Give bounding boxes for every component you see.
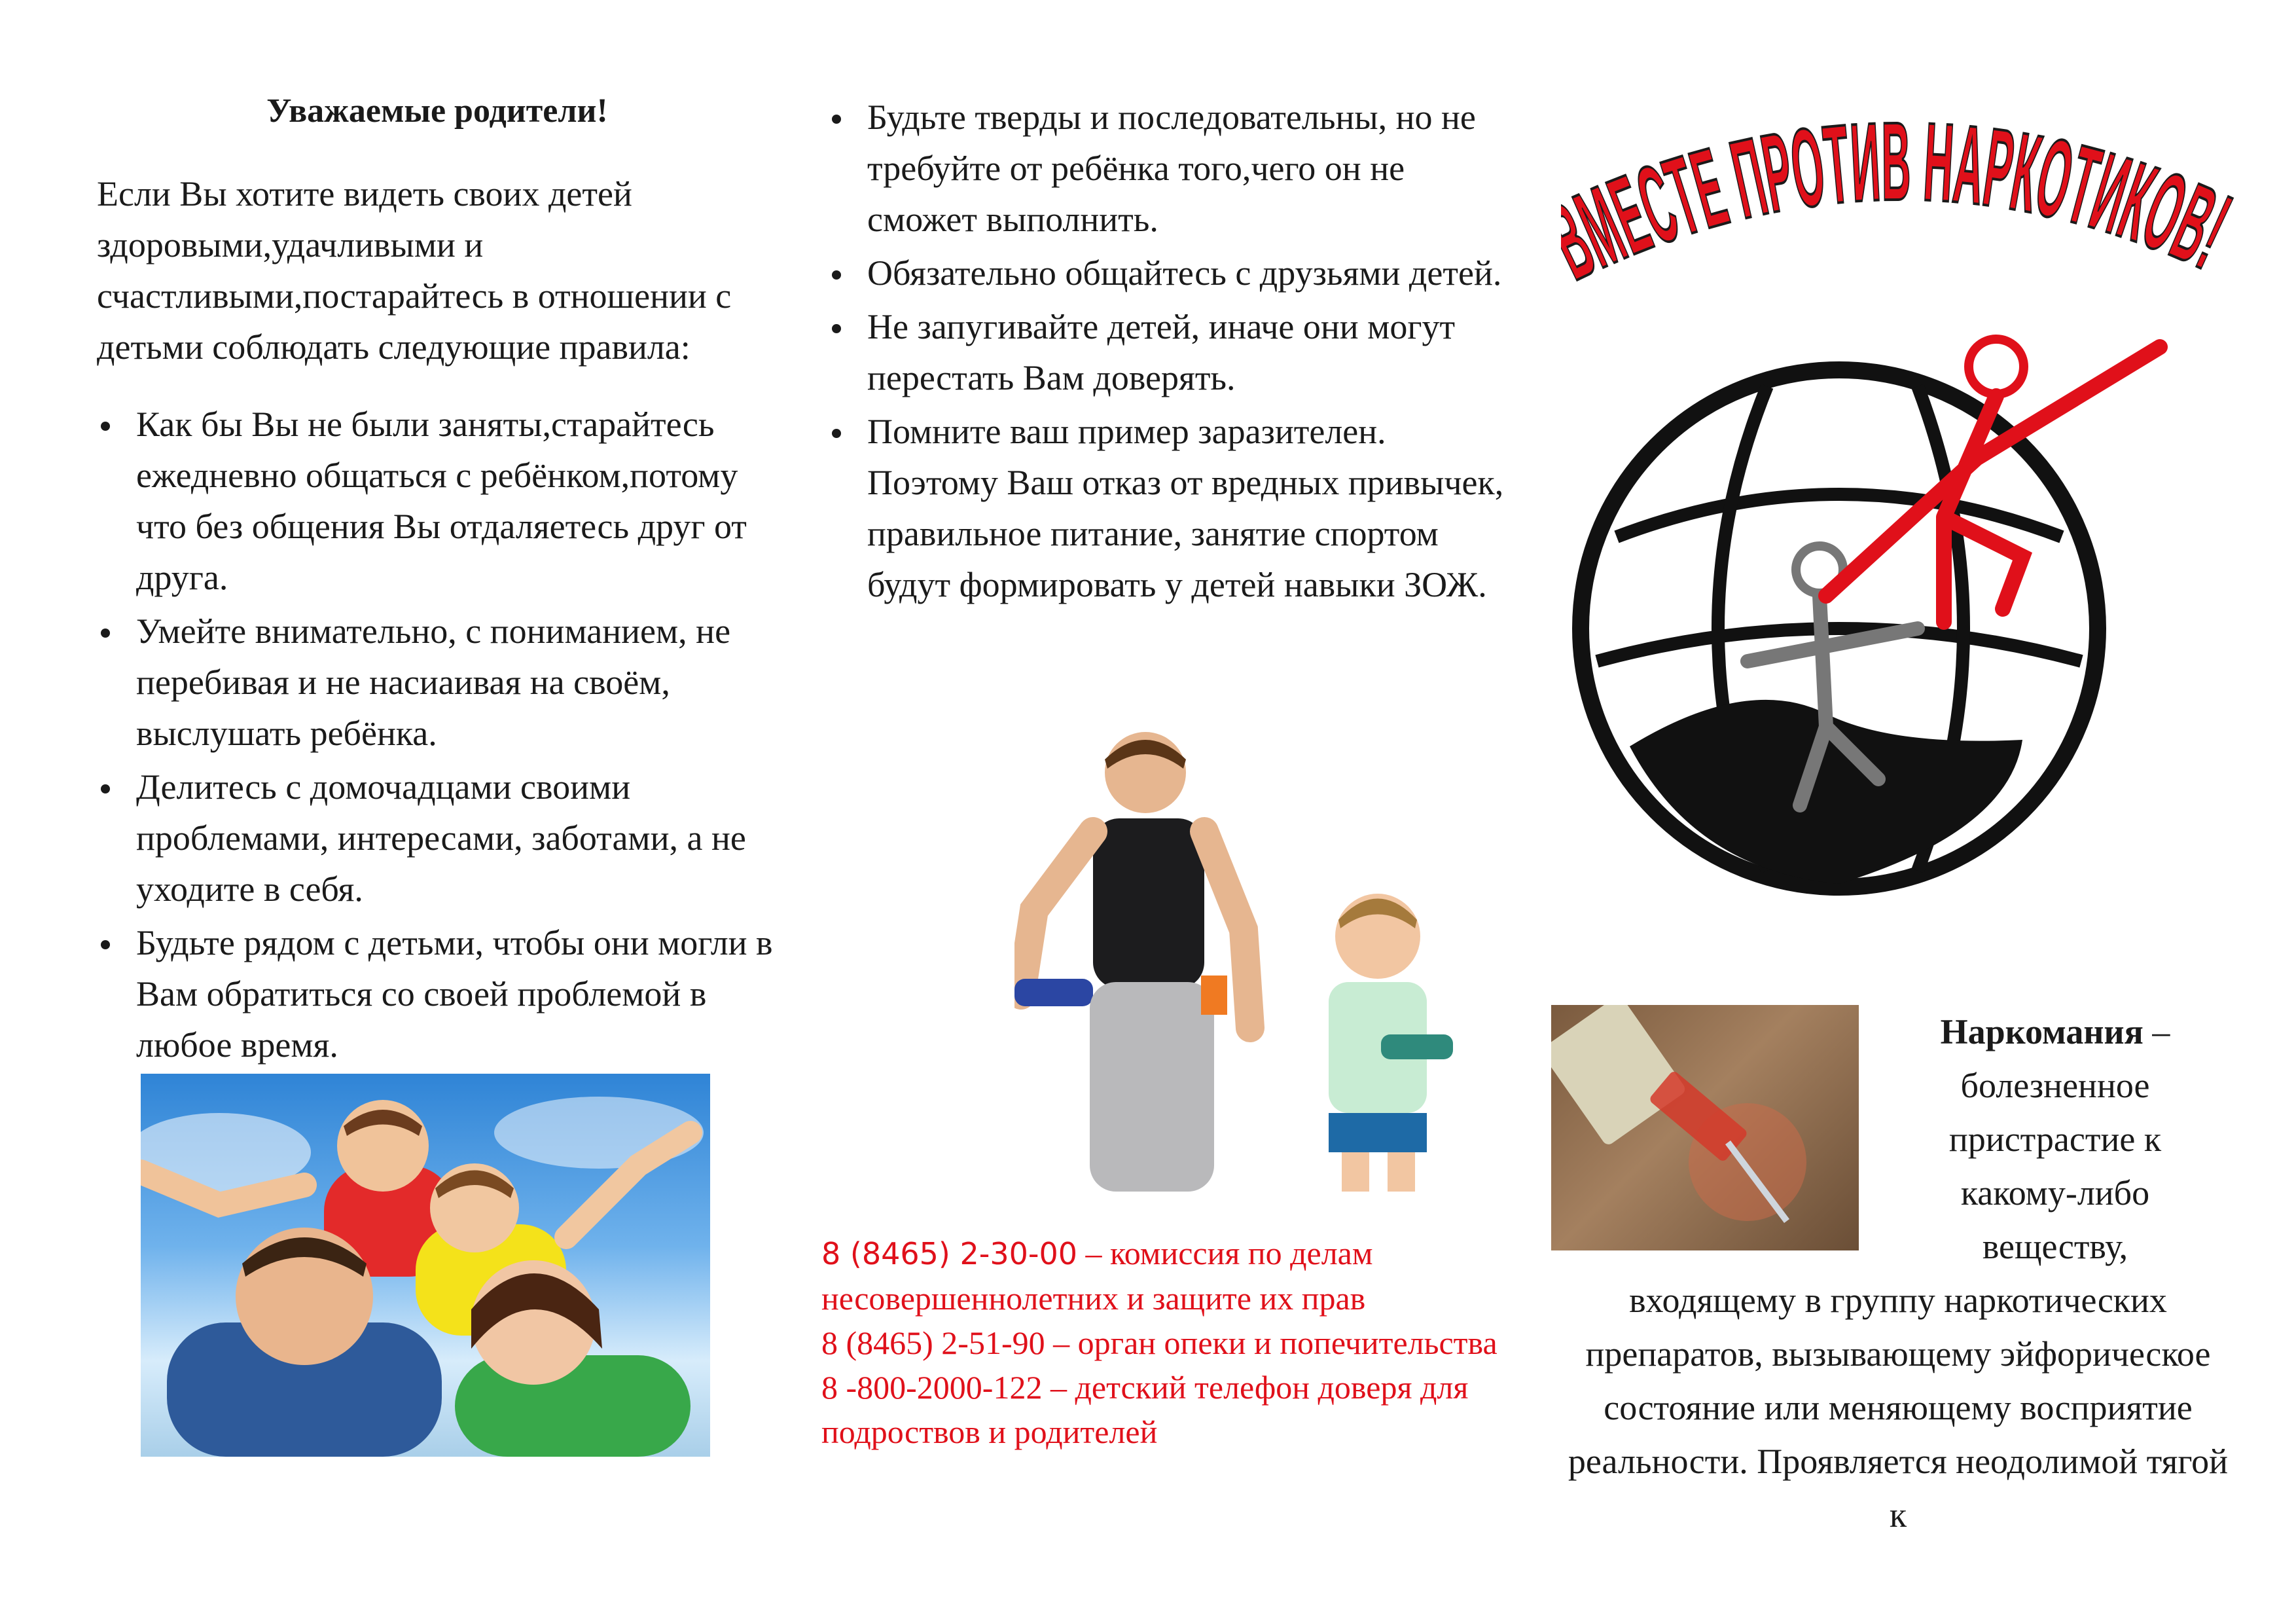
list-item: Умейте внимательно, с пониманием, не перебивая и не насиаивая на своём, выслушать ребёнка. [97, 606, 778, 759]
syringe-banknote-illustration [1551, 1005, 1859, 1250]
bullet-icon [101, 940, 110, 949]
list-item: Как бы Вы не были заняты,старайтесь ежедневно общаться с ребёнком,потому что без общения Вы отдаляетесь друг от друга. [97, 399, 778, 603]
phone-number: 8 (8465) 2-30-00 [821, 1236, 1077, 1271]
list-item: Будьте рядом с детьми, чтобы они могли в Вам обратиться со своей проблемой в любое время. [97, 917, 778, 1070]
list-item: Обязательно общайтесь с друзьями детей. [828, 247, 1522, 299]
list-item: Делитесь с домочадцами своими проблемами, интересами, заботами, а не уходите в себя. [97, 761, 778, 915]
bullet-icon [101, 629, 110, 638]
contacts-block [821, 1231, 1528, 1454]
greeting-heading: Уважаемые родители! [266, 92, 608, 130]
bullet-icon [101, 422, 110, 431]
bullet-icon [832, 429, 841, 438]
headline-art [1561, 92, 2242, 308]
rules-list-left [97, 399, 778, 1070]
definition-text: входящему в группу наркотических препаратов, вызывающему эйфорическое состояние или меняющему восприятие реальности. Проявляется неодолимой тягой к [1568, 1281, 2229, 1535]
bullet-icon [101, 784, 110, 793]
bullet-icon [832, 324, 841, 333]
family-photo [141, 1074, 710, 1457]
family-illustration [141, 1074, 710, 1457]
intro-paragraph: Если Вы хотите видеть своих детей здоровыми,удачливыми и счастливыми,постарайтесь в отношении с детьми соблюдать следующие правила: [97, 174, 732, 367]
term: Наркомания [1940, 1012, 2144, 1051]
definition-side: Наркомания – болезненное пристрастие к какому-либо веществу, [1892, 1005, 2219, 1273]
svg-text:ВМЕСТЕ ПРОТИВ НАРКОТИКОВ! [1561, 97, 2242, 303]
contact-line: 8 (8465) 2-30-00 – комиссия по делам несовершеннолетних и защите их прав [821, 1235, 1373, 1317]
globe-figures-icon [1551, 321, 2193, 897]
column-middle [828, 92, 1522, 613]
contact-line: 8 (8465) 2-51-90 – орган опеки и попечительства [821, 1324, 1498, 1361]
bullet-icon [832, 270, 841, 280]
bullet-icon [832, 115, 841, 124]
column-left [97, 92, 778, 1073]
anti-drug-emblem [1551, 321, 2193, 897]
syringe-photo [1551, 1005, 1859, 1250]
sport-photo [1014, 720, 1538, 1192]
rules-list-middle [828, 92, 1522, 610]
definition-side-text: болезненное пристрастие к какому-либо веществу, [1948, 1066, 2162, 1266]
list-item: Не запугивайте детей, иначе они могут перестать Вам доверять. [828, 301, 1522, 403]
campaign-headline [1561, 92, 2242, 308]
father-son-illustration [1014, 720, 1538, 1192]
list-item: Будьте тверды и последовательны, но не требуйте от ребёнка того,чего он не сможет выполнить. [828, 92, 1522, 245]
contact-line: 8 -800-2000-122 – детский телефон доверя для подроствов и родителей [821, 1369, 1469, 1450]
headline-text: МЕСТЕ ПРОТИВ НАРКОТИКО [1561, 97, 2242, 296]
list-item: Помните ваш пример заразителен. Поэтому Ваш отказ от вредных привычек, правильное питание, занятие спортом будут формировать у детей навыки ЗОЖ. [828, 406, 1522, 610]
